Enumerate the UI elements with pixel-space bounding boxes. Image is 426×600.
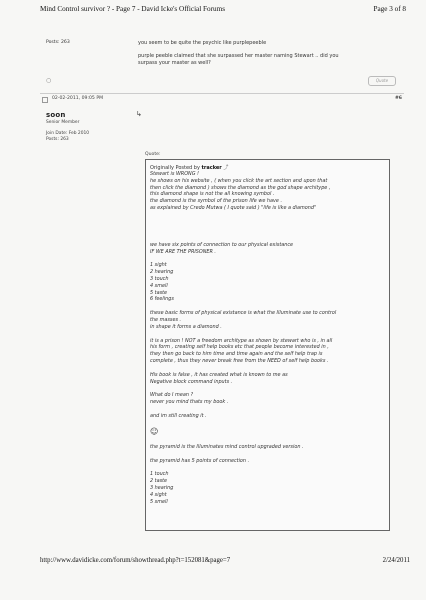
user-info	[46, 111, 126, 143]
quote-line: the masses .	[150, 316, 182, 323]
post-count: Posts: 263	[46, 137, 69, 142]
print-header	[40, 5, 406, 17]
username-link[interactable]: soon	[46, 111, 66, 119]
previous-post-line: you seem to be quite the psychic like purplepeeble	[138, 40, 267, 46]
quote-line: the pyramid is the Illuminates mind control upgraded version .	[150, 443, 304, 450]
quote-line: Negative block command inputs .	[150, 378, 233, 385]
pyramid-smiley-icon: ☺	[150, 426, 159, 436]
point-item: 3 hearing	[150, 484, 174, 491]
quote-line: Stewart is WRONG !	[150, 171, 200, 177]
quote-line: never you mind thats my book .	[150, 399, 229, 406]
quote-label: Quote:	[145, 152, 161, 157]
quote-line: the pyramid has 5 points of connection .	[150, 457, 250, 464]
user-title: Senior Member	[46, 120, 80, 125]
post-date: 02-02-2011, 09:05 PM	[52, 96, 104, 101]
quote-line: it is a prison ! NOT a freedom architype as shown by stewart who is , in all	[150, 337, 333, 344]
quote-line: these basic forms of physical existance is what the Illuminate use to control	[150, 310, 337, 317]
previous-post-line: surpass your master as well?	[138, 60, 211, 66]
sense-item: 6 feelings	[150, 296, 174, 303]
point-item: 1 touch	[150, 471, 169, 478]
quote-line: then click the diamond ) shows the diamond as the god shape architype ,	[150, 184, 331, 191]
post-header-bar	[40, 93, 404, 102]
quoted-author: tracker	[201, 165, 222, 171]
print-footer	[40, 557, 410, 569]
posted-by-prefix: Originally Posted by	[150, 165, 200, 171]
previous-post-message	[138, 40, 398, 67]
view-post-icon[interactable]: ⤴	[223, 165, 229, 171]
print-footer-date: 2/24/2011	[382, 557, 410, 564]
sense-item: 3 touch	[150, 275, 169, 282]
join-date: Join Date: Feb 2010	[46, 131, 90, 136]
post-icon	[42, 97, 48, 103]
quote-line: we have six points of connection to our physical existance	[150, 241, 294, 248]
previous-post-count: Posts: 263	[46, 40, 70, 45]
quote-line: IF WE ARE THE PRISONER .	[150, 248, 216, 255]
quote-line: the diamond is the symbol of the prison life we have .	[150, 198, 283, 205]
quote-line: he shows on his website , ( when you click the art section and upon that	[150, 177, 328, 184]
sense-item: 2 hearing	[150, 269, 174, 276]
sense-item: 1 sight	[150, 262, 167, 269]
point-item: 5 smell	[150, 498, 168, 505]
point-item: 2 taste	[150, 478, 168, 485]
post-number-link[interactable]: #6	[394, 96, 402, 101]
quote-line: complete , thus they never break free from the NEED of self help books .	[150, 357, 329, 364]
sense-item: 5 taste	[150, 289, 168, 296]
quote-line: his form , creating self help books etc that people become interested in ,	[150, 344, 329, 351]
quote-line: they then go back to him time and time again and the self help trap is	[150, 351, 323, 358]
print-footer-url: http://www.davidicke.com/forum/showthread.php?t=152081&page=7	[40, 557, 231, 564]
point-item: 4 sight	[150, 491, 167, 498]
quote-box	[145, 159, 390, 531]
quote-line: What do I mean ?	[150, 392, 194, 399]
posted-by	[150, 164, 385, 171]
print-header-title: Mind Control survivor ? - Page 7 - David Icke's Official Forums	[40, 5, 226, 13]
quote-button[interactable]: Quote	[368, 76, 396, 86]
online-status-icon: ○	[46, 77, 52, 84]
print-header-page: Page 3 of 8	[373, 5, 406, 13]
quote-line: and im still creating it .	[150, 412, 207, 419]
quote-line: as explained by Credo Mutwa ( I quote said ) "life is like a diamond"	[150, 204, 317, 211]
previous-post-footer	[46, 77, 396, 87]
previous-post-line: purple peeble claimed that she surpassed her master naming Stewart .. did you	[138, 53, 339, 59]
quote-line: this diamond shape is not the all knowing symbol .	[150, 191, 275, 198]
sense-item: 4 smell	[150, 282, 168, 289]
quote-line: His book is false , it has created what is known to me as	[150, 371, 288, 378]
post-status-icon: ↳	[136, 110, 142, 118]
quote-line: in shape it forms a diamond .	[150, 323, 222, 330]
